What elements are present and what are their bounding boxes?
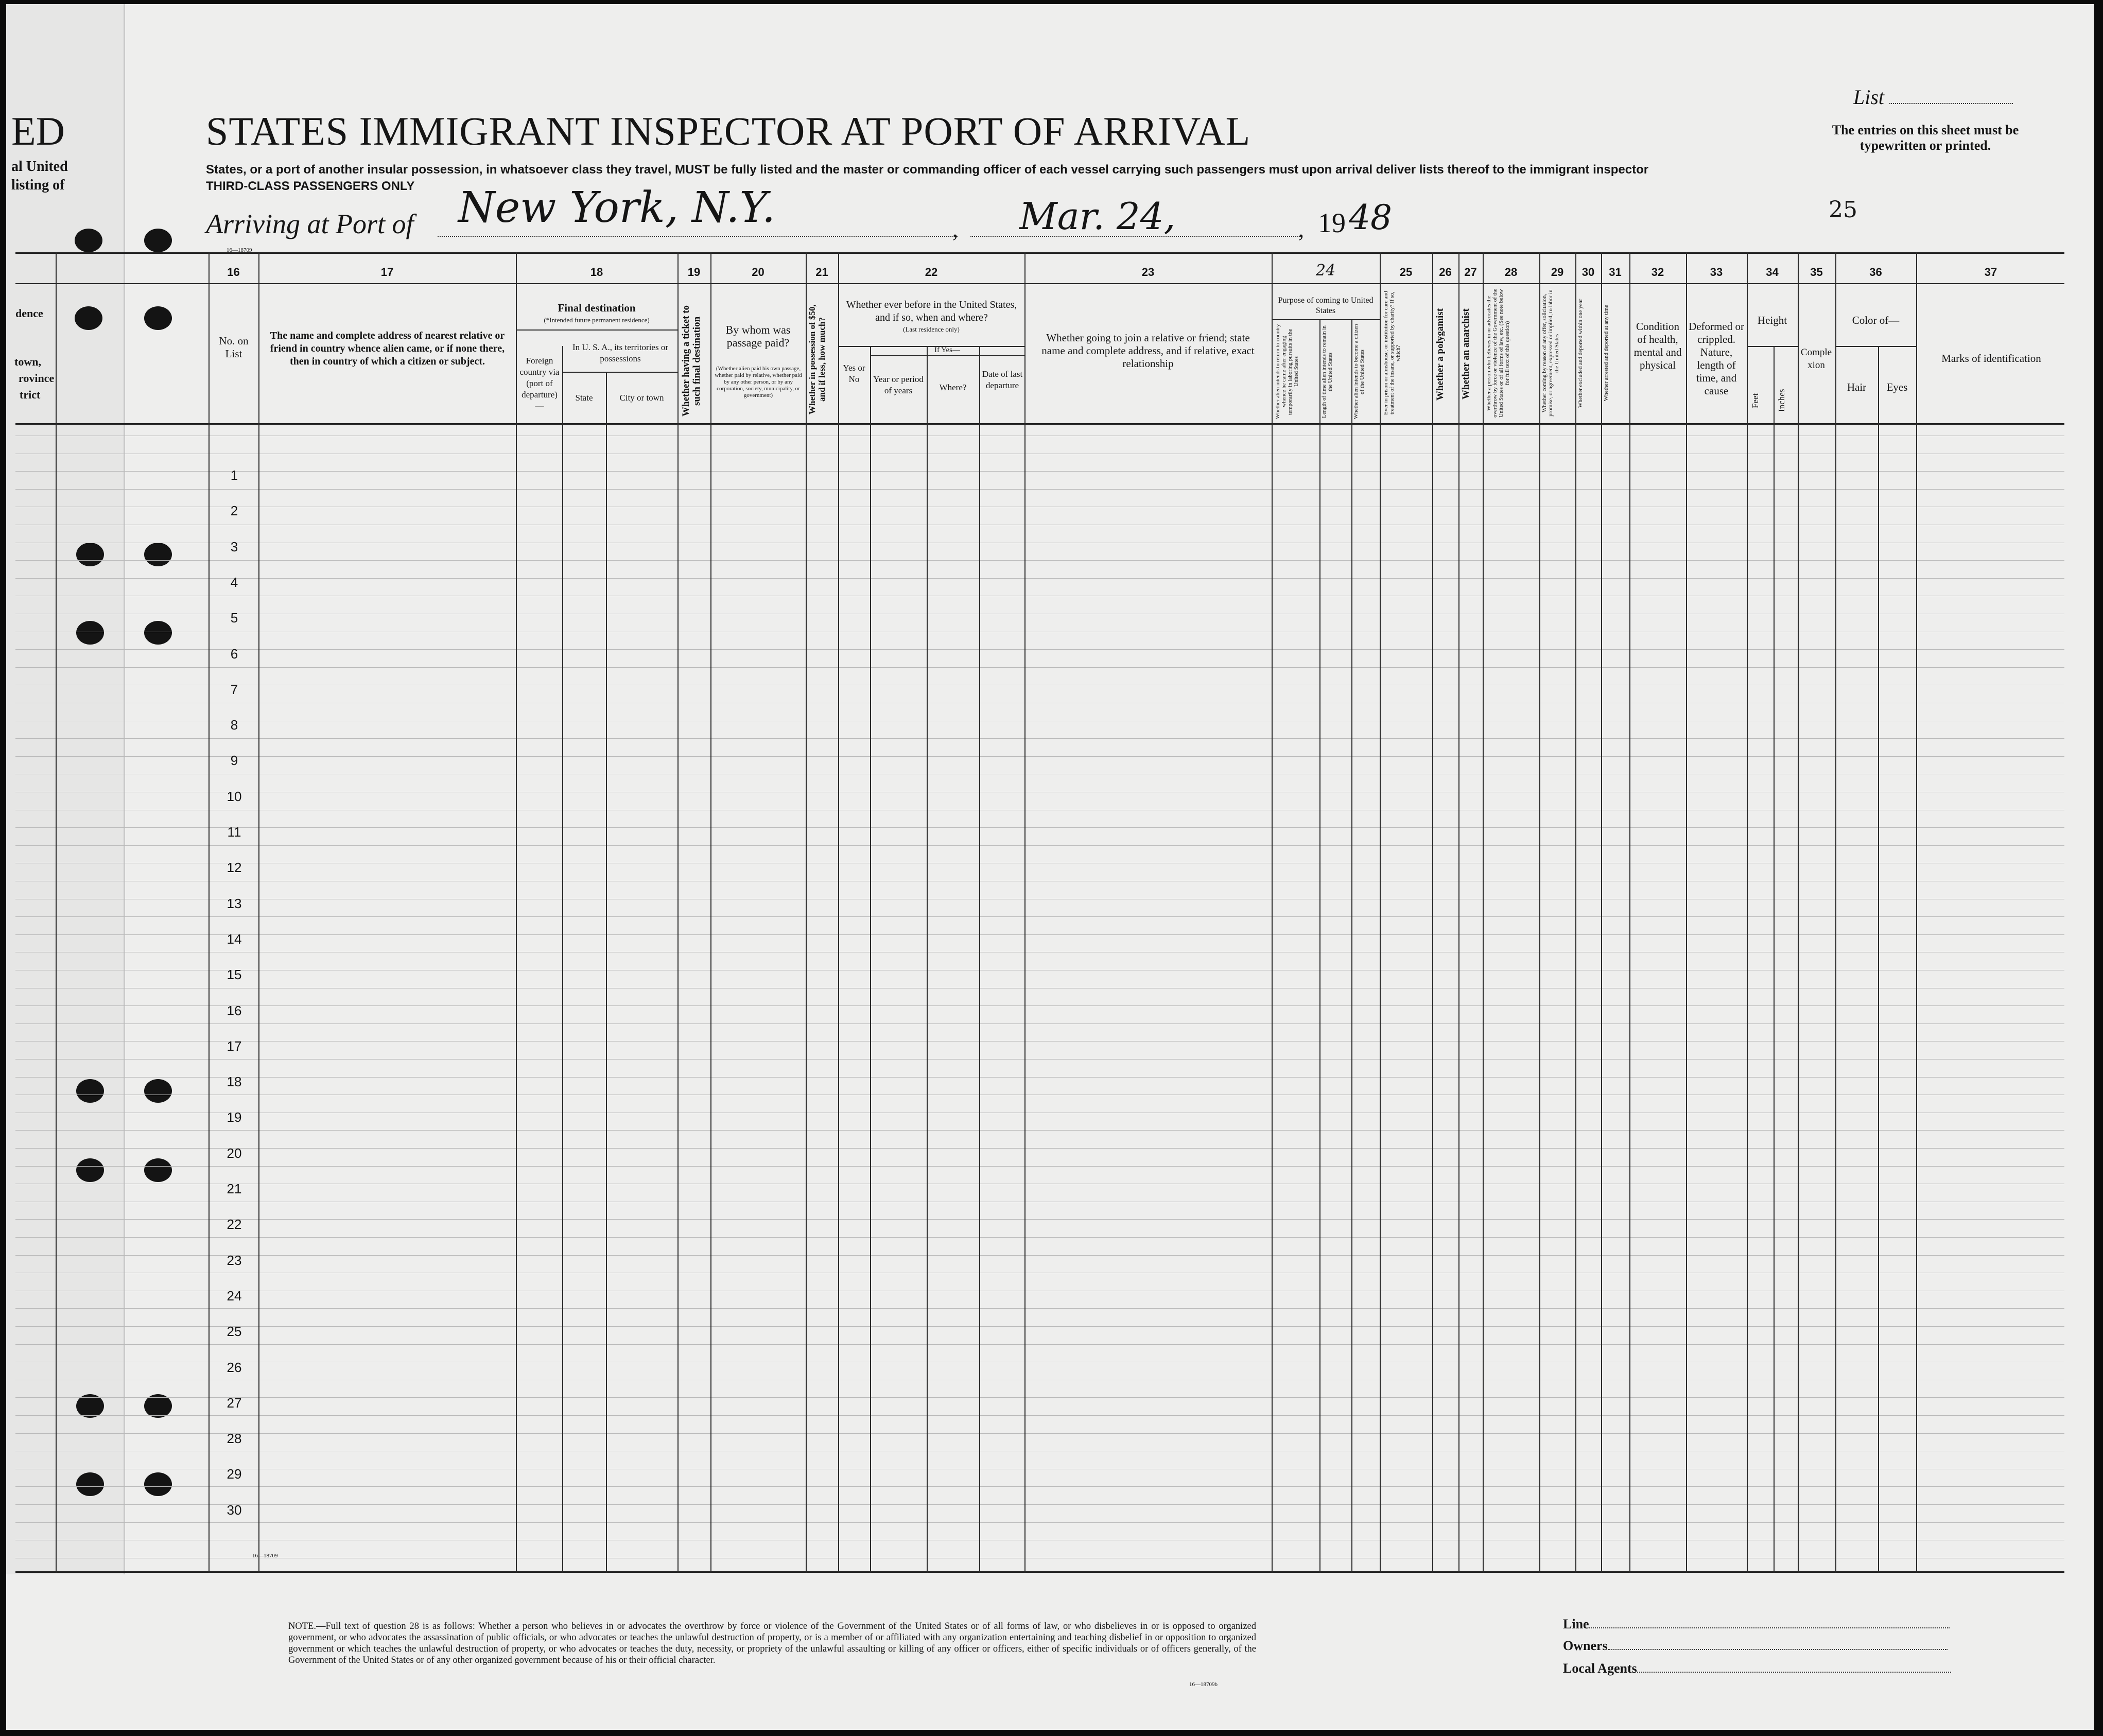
col-line [1272, 252, 1273, 1573]
row-number: 10 [227, 788, 242, 804]
row-number: 24 [227, 1288, 242, 1304]
row-rule [15, 560, 2064, 561]
colnum-19: 19 [687, 266, 701, 279]
row-number: 25 [227, 1324, 242, 1340]
colnum-24: 24 [1315, 262, 1336, 280]
colnum-26: 26 [1439, 266, 1452, 279]
row-number: 2 [230, 503, 238, 519]
punch-hole [76, 1472, 104, 1496]
colnum-33: 33 [1710, 266, 1723, 279]
row-rule [15, 578, 2064, 579]
col-line [1798, 252, 1799, 1573]
date-handwritten: Mar. 24, [1019, 195, 1176, 238]
row-rule [15, 471, 2064, 472]
col-line [870, 346, 871, 1573]
col-line [1878, 346, 1879, 1573]
footer-agents-label: Local Agents [1563, 1661, 1637, 1676]
col-line [1686, 252, 1687, 1573]
c36-title: Color of— [1852, 314, 1900, 326]
col34-divider [1747, 346, 1798, 347]
c35-header: Complexion [1800, 347, 1832, 371]
c36-eyes: Eyes [1886, 381, 1908, 393]
c18-usa: In U. S. A., its territories or possessions [572, 342, 669, 363]
list-label-text: List [1853, 85, 1885, 109]
c31-header: Whether arrested and deported at any time [1603, 305, 1609, 402]
row-rule [15, 1005, 2064, 1006]
row-number: 29 [227, 1466, 242, 1482]
row-number: 18 [227, 1074, 242, 1090]
row-number: 19 [227, 1109, 242, 1125]
punch-hole [144, 229, 172, 252]
c32-header: Condition of health, mental and physical [1633, 320, 1682, 371]
colnum-35: 35 [1810, 266, 1823, 279]
col-line [1380, 252, 1381, 1573]
footer-owners [1563, 1638, 1948, 1654]
col-line [1629, 252, 1630, 1573]
col-line [1432, 252, 1433, 1573]
row-number: 16 [227, 1002, 242, 1018]
col-line [710, 252, 711, 1573]
col-line [56, 252, 57, 1573]
row-number: 12 [227, 860, 242, 876]
col18-usa-divider [562, 372, 677, 373]
row-number: 4 [230, 574, 238, 590]
row-number: 9 [230, 753, 238, 769]
header-bottom-border [15, 423, 2064, 425]
comma-1: , [952, 217, 958, 242]
sheet-number: 25 [1829, 197, 1857, 223]
row-number: 17 [227, 1038, 242, 1054]
footer-line [1563, 1617, 1950, 1632]
row-rule [15, 489, 2064, 490]
c22-yesno: Yes or No [843, 363, 865, 384]
form-code-top: 16—18709 [227, 247, 252, 253]
c24a-header: Whether alien intends to return to country whence he came after engaging temporarily in laboring pursuits in the United States [1275, 324, 1299, 420]
colnum-28: 28 [1504, 266, 1518, 279]
row-rule [15, 756, 2064, 757]
col-line [1774, 346, 1775, 1573]
punch-hole [144, 1472, 172, 1496]
colnum-37: 37 [1984, 266, 1997, 279]
year-printed: 19 [1318, 207, 1346, 238]
row-rule [15, 1486, 2064, 1487]
colnum-30: 30 [1581, 266, 1595, 279]
c18-title: Final destination [558, 302, 636, 314]
col-line [1575, 252, 1576, 1573]
row-rule [15, 1504, 2064, 1505]
col-line [677, 252, 679, 1573]
col-line [1747, 252, 1748, 1573]
row-rule [15, 1166, 2064, 1167]
subtitle: States, or a port of another insular possession, in whatsoever class they travel, MUST be fully listed and the master or commanding officer of each vessel carrying such passengers must upon arrival deliver lists thereof to the immigrant inspector [206, 163, 1649, 177]
row-rule [15, 1023, 2064, 1024]
row-number: 1 [230, 467, 238, 483]
list-label [1853, 85, 2013, 109]
c18-sub: (*Intended future permanent residence) [544, 316, 650, 324]
c20-note: (Whether alien paid his own passage, whether paid by relative, whether paid by any other person, or by any corporation, society, municipality, or government) [715, 366, 802, 398]
c33-header: Deformed or crippled. Nature, length of time, and cause [1689, 320, 1744, 397]
c21-header: Whether in possession of $50, and if less, how much? [807, 304, 827, 414]
row-number: 20 [227, 1145, 242, 1161]
port-line [438, 236, 958, 237]
footer-note: NOTE.—Full text of question 28 is as follows: Whether a person who believes in or advocates the overthrow by force or violence of the Government of the United States or of all forms of law, or who disbelieves in or is opposed to organized government, or who advocates the assassination of public officials, or who advocates or teaches the unlawful destruction of property, or is a member of or affiliated with any organization entertaining and teaching disbelief in or opposition to organized government or which teaches the unlawful destruction of property, or who advocates or teaches the duty, necessity, or propriety of the unlawful assaulting or killing of any officer or officers, either of specific individuals or of officers generally, of the Government of the United States or of any other organized government because of his or their official character. [288, 1621, 1256, 1665]
row-rule [15, 1130, 2064, 1131]
row-number: 8 [230, 717, 238, 733]
col-line [1483, 252, 1484, 1573]
c22-title: Whether ever before in the United States, and if so, when and where? [846, 299, 1017, 323]
col-line [1458, 252, 1459, 1573]
c22-where: Where? [939, 383, 967, 392]
col18-divider [516, 329, 677, 331]
c28-header: Whether a person who believes in or advocates the overthrow by force or violence of the Government of the United States or of all forms of law, etc. (See note below for full text of this question) [1486, 288, 1510, 418]
row-number: 21 [227, 1181, 242, 1196]
row-rule [15, 1148, 2064, 1149]
row-rule [15, 667, 2064, 668]
row-number: 13 [227, 895, 242, 911]
colnum-18: 18 [590, 266, 603, 279]
row-rule [15, 1219, 2064, 1220]
colnum-22: 22 [925, 266, 938, 279]
punch-hole [75, 306, 102, 330]
colnum-27: 27 [1464, 266, 1477, 279]
year-handwritten: 48 [1349, 198, 1392, 237]
c30-header: Whether excluded and deported within one year [1577, 299, 1584, 408]
c20-title: By whom was passage paid? [725, 323, 791, 349]
punch-hole [144, 306, 172, 330]
c29-header: Whether coming by reason of any offer, solicitation, promise, or agreement, expressed or implied, to labor in the United States [1541, 289, 1560, 417]
row-number: 22 [227, 1217, 242, 1232]
c37-header: Marks of identification [1941, 352, 2041, 364]
c17-header: The name and complete address of nearest relative or friend in country whence alien came, or if none there, then in country of which a citizen or subject. [270, 330, 505, 367]
page-title: STATES IMMIGRANT INSPECTOR AT PORT OF ARRIVAL [206, 109, 1251, 153]
col-line [1835, 252, 1836, 1573]
c18-state: State [575, 393, 593, 403]
class-label: THIRD-CLASS PASSENGERS ONLY [206, 179, 415, 193]
c22-yes: If Yes— [934, 346, 960, 354]
punch-hole [144, 621, 172, 645]
col-line [1024, 252, 1026, 1573]
c18-city: City or town [619, 393, 664, 403]
previous-page-strip [6, 4, 125, 1574]
footer-form-code: 16—18709b [1189, 1681, 1218, 1688]
punch-hole [76, 543, 104, 566]
left-town-line-3: trict [20, 388, 41, 401]
left-fragment-line-1: al United [11, 159, 68, 175]
punch-hole [144, 1158, 172, 1182]
c25-header: Ever in prison or almshouse, or institution for care and treatment of the insane, or supported by charity? If so, which? [1383, 291, 1401, 415]
row-rule [15, 649, 2064, 650]
table-bottom-border [15, 1571, 2064, 1573]
row-rule [15, 1308, 2064, 1309]
row-rule [15, 1397, 2064, 1398]
punch-hole [76, 1079, 104, 1103]
c34-feet: Feet [1750, 393, 1760, 408]
punch-hole [75, 229, 102, 252]
row-number: 6 [230, 646, 238, 662]
row-number: 23 [227, 1252, 242, 1268]
c18-foreign: Foreign country via (port of departure)— [519, 356, 560, 411]
colnum-21: 21 [815, 266, 828, 279]
row-rule [15, 934, 2064, 935]
col-line [1539, 252, 1540, 1573]
col-line [838, 252, 839, 1573]
row-number: 28 [227, 1431, 242, 1447]
c24b-header: Length of time alien intends to remain in the United States [1321, 325, 1333, 418]
c22-date: Date of last departure [982, 369, 1023, 390]
colnum-29: 29 [1551, 266, 1564, 279]
row-rule [15, 845, 2064, 846]
row-rule [15, 1415, 2064, 1416]
c26-header: Whether a polygamist [1435, 308, 1446, 401]
row-number: 27 [227, 1395, 242, 1411]
row-number: 11 [227, 824, 241, 840]
row-rule [15, 1237, 2064, 1238]
col-line [516, 252, 517, 1573]
col-line [1601, 252, 1602, 1573]
row-rule [15, 1344, 2064, 1345]
punch-hole [76, 1158, 104, 1182]
colnum-20: 20 [752, 266, 764, 279]
typewritten-note: The entries on this sheet must be typewritten or printed. [1832, 123, 2019, 153]
col-line [927, 346, 928, 1573]
punch-hole [144, 543, 172, 566]
colnum-row-border [15, 283, 2064, 284]
row-rule [15, 1433, 2064, 1434]
left-town-line-1: town, [14, 355, 41, 368]
row-number: 30 [227, 1502, 242, 1518]
row-number: 5 [230, 610, 238, 626]
row-number: 26 [227, 1359, 242, 1375]
punch-hole [144, 1079, 172, 1103]
c27-header: Whether an anarchist [1461, 308, 1471, 400]
footer-owners-label: Owners [1563, 1638, 1608, 1653]
c34-title: Height [1757, 314, 1787, 326]
row-rule [15, 1059, 2064, 1060]
row-rule [15, 916, 2064, 917]
row-rule [15, 827, 2064, 828]
colnum-32: 32 [1651, 266, 1664, 279]
c24c-header: Whether alien intends to become a citizen of the United States [1353, 324, 1365, 420]
c34-inches: Inches [1777, 389, 1786, 412]
colnum-36: 36 [1869, 266, 1882, 279]
colnum-17: 17 [380, 266, 394, 279]
left-town-line-2: rovince [19, 372, 55, 385]
col-line [1916, 252, 1917, 1573]
c22-year: Year or period of years [873, 374, 924, 395]
col-line [562, 346, 563, 1573]
c22-sub: (Last residence only) [903, 325, 960, 333]
row-number: 3 [230, 539, 238, 554]
colnum-34: 34 [1766, 266, 1779, 279]
c23-header: Whether going to join a relative or friend; state name and complete address, and if relative, exact relationship [1041, 332, 1255, 370]
colnum-25: 25 [1399, 266, 1413, 279]
form-code-bottom: 16—18709 [252, 1553, 278, 1559]
col-line [806, 252, 807, 1573]
port-handwritten: New York, N.Y. [458, 183, 776, 232]
col-line [979, 346, 980, 1573]
row-number: 7 [230, 681, 238, 697]
row-rule [15, 1522, 2064, 1523]
comma-2: , [1298, 217, 1304, 242]
colnum-31: 31 [1609, 266, 1622, 279]
left-fragment-line-2: listing of [11, 177, 65, 193]
row-number: 15 [227, 967, 242, 983]
manifest-sheet [6, 4, 2094, 1730]
row-rule [15, 1255, 2064, 1256]
row-number: 14 [227, 931, 242, 947]
row-rule [15, 1077, 2064, 1078]
left-fragment-title: ED [11, 109, 65, 153]
col-line [606, 372, 607, 1573]
colnum-23: 23 [1141, 266, 1155, 279]
punch-hole [76, 621, 104, 645]
footer-line-label: Line [1563, 1617, 1589, 1631]
c36-hair: Hair [1847, 381, 1867, 393]
col-line [1351, 319, 1352, 1573]
col36-divider [1835, 346, 1916, 347]
row-rule [15, 1326, 2064, 1327]
colnum-16: 16 [227, 266, 240, 279]
footer-agents [1563, 1661, 1951, 1676]
c24-title: Purpose of coming to United States [1278, 296, 1374, 315]
c19-header: Whether having a ticket to such final destination [681, 305, 702, 417]
col24-divider [1272, 319, 1380, 320]
arriving-label: Arriving at Port of [206, 209, 414, 239]
col-line [1319, 319, 1320, 1573]
left-residence-label: dence [15, 307, 43, 320]
c16-header: No. on List [219, 335, 249, 360]
row-rule [15, 738, 2064, 739]
table-top-border [15, 252, 2064, 254]
